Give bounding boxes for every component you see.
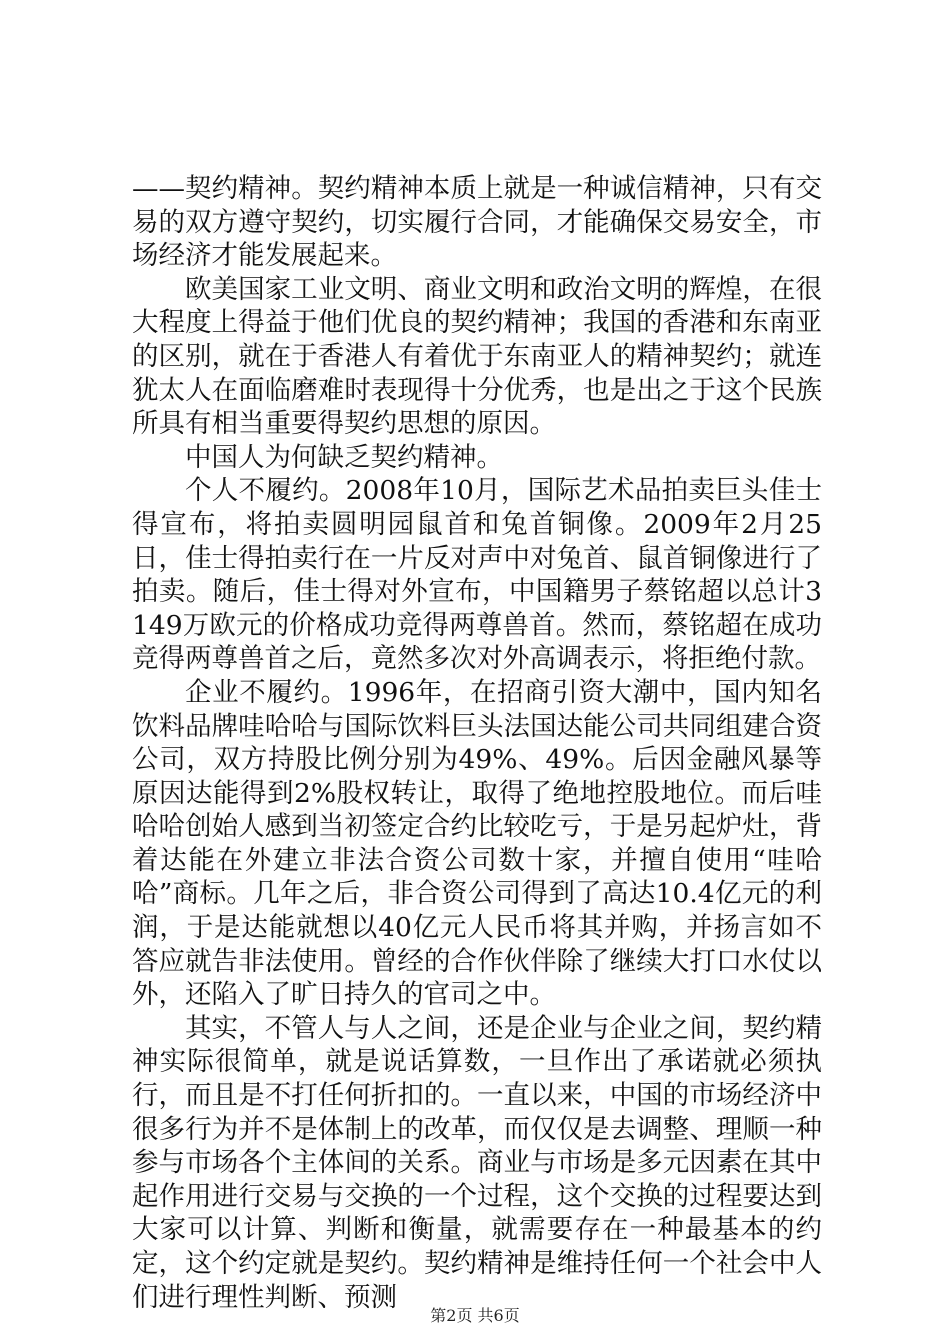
page-number-footer: 第2页 共6页 <box>430 1306 520 1325</box>
paragraph-4: 个人不履约。2008年10月，国际艺术品拍卖巨头佳士得宣布，将拍卖圆明园鼠首和兔首铜像。2009年2月25日，佳士得拍卖行在一片反对声中对兔首、鼠首铜像进行了拍卖。随后，佳士得对外宣布，中国籍男子蔡铭超以总计3149万欧元的价格成功竞得两尊兽首。然而，蔡铭超在成功竞得两尊兽首之后，竟然多次对外高调表示，将拒绝付款。 <box>132 475 822 675</box>
document-body <box>132 172 822 1314</box>
paragraph-2: 欧美国家工业文明、商业文明和政治文明的辉煌，在很大程度上得益于他们优良的契约精神；我国的香港和东南亚的区别，就在于香港人有着优于东南亚人的精神契约；就连犹太人在面临磨难时表现得十分优秀，也是出之于这个民族所具有相当重要得契约思想的原因。 <box>132 273 822 440</box>
paragraph-5: 企业不履约。1996年，在招商引资大潮中，国内知名饮料品牌哇哈哈与国际饮料巨头法国达能公司共同组建合资公司，双方持股比例分别为49%、49%。后因金融风暴等原因达能得到2%股权转让，取得了绝地控股地位。而后哇哈哈创始人感到当初签定合约比较吃亏，于是另起炉灶，背着达能在外建立非法合资公司数十家，并擅自使用“哇哈哈”商标。几年之后，非合资公司得到了高达10.4亿元的利润，于是达能就想以40亿元人民币将其并购，并扬言如不答应就告非法使用。曾经的合作伙伴除了继续大打口水仗以外，还陷入了旷日持久的官司之中。 <box>132 676 822 1011</box>
paragraph-6: 其实，不管人与人之间，还是企业与企业之间，契约精神实际很简单，就是说话算数，一旦作出了承诺就必须执行，而且是不打任何折扣的。一直以来，中国的市场经济中很多行为并不是体制上的改革，而仅仅是去调整、理顺一种参与市场各个主体间的关系。商业与市场是多元因素在其中起作用进行交易与交换的一个过程，这个交换的过程要达到大家可以计算、判断和衡量，就需要存在一种最基本的约定，这个约定就是契约。契约精神是维持任何一个社会中人们进行理性判断、预测 <box>132 1012 822 1313</box>
paragraph-1: ——契约精神。契约精神本质上就是一种诚信精神，只有交易的双方遵守契约，切实履行合同，才能确保交易安全，市场经济才能发展起来。 <box>132 173 822 272</box>
paragraph-3: 中国人为何缺乏契约精神。 <box>185 441 503 473</box>
